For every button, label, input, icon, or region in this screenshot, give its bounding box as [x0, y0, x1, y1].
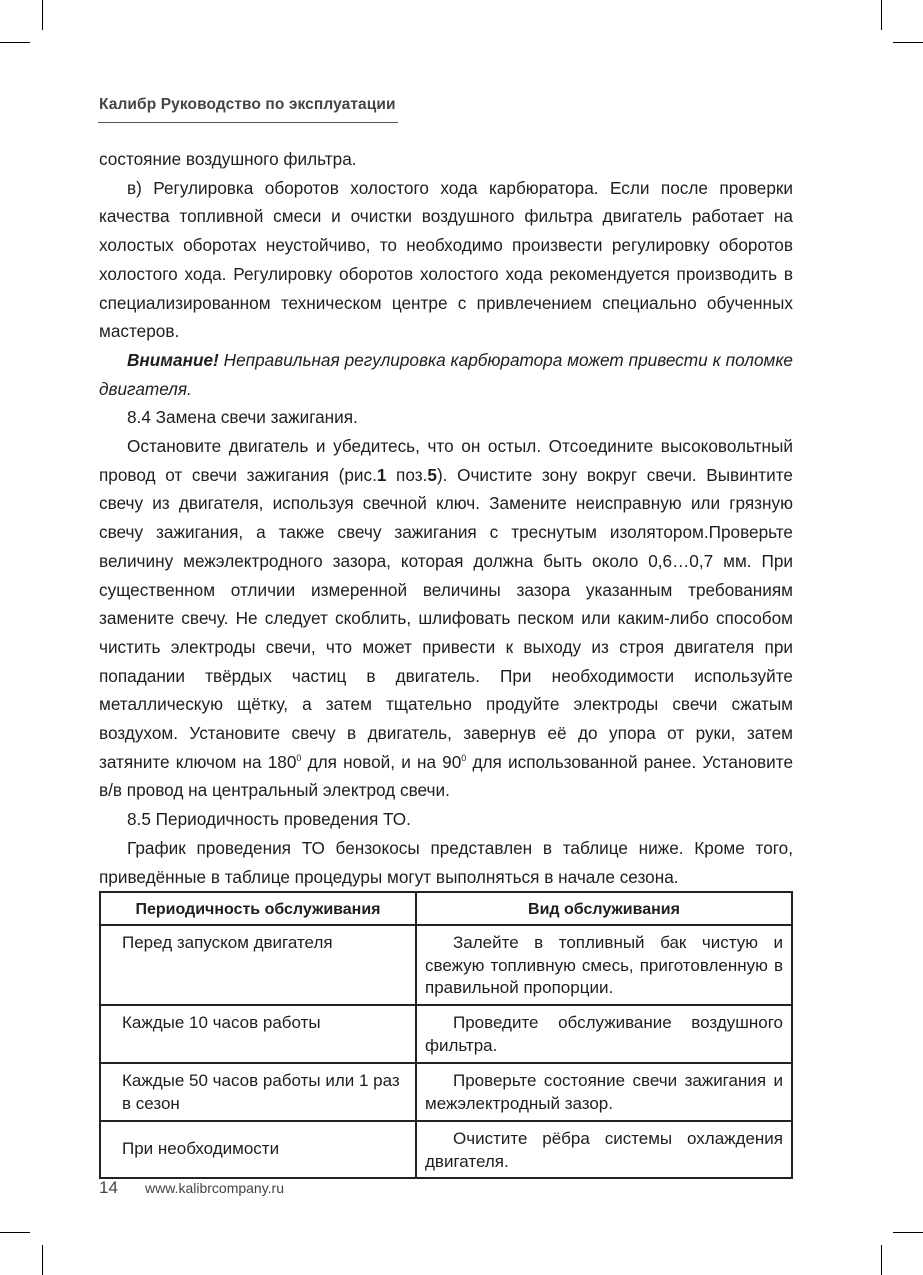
- text-run: для использованной ранее. Установите в/в провод на центральный электрод свечи.: [99, 751, 794, 801]
- text-run: поз.: [386, 464, 428, 485]
- crop-mark: [0, 42, 30, 43]
- running-header-title: Калибр Руководство по эксплуатации: [99, 96, 396, 113]
- table-header-row: [100, 892, 792, 925]
- service-cell: Проверьте состояние свечи зажигания и межэлектродный зазор.: [416, 1063, 792, 1121]
- period-cell: При необходимости: [100, 1121, 416, 1178]
- degree-mark: 0: [461, 752, 467, 763]
- page-number: 14: [99, 1178, 118, 1197]
- table-row: [100, 1121, 792, 1178]
- position-ref: 5: [427, 464, 437, 485]
- column-header-period: Периодичность обслуживания: [100, 892, 416, 925]
- table-row: [100, 1005, 792, 1063]
- text-run: ). Очистите зону вокруг свечи. Вывинтите свечу из двигателя, используя свечной ключ. Замените неисправную или грязную свечу зажигания, а также свечу зажигания с треснутым изолятором.Проверьте величину межэлектродного зазора, которая должна быть около 0,6…0,7 мм. При существенном отличии измеренной величины зазора указанным требованиям замените свечу. Не следует скоблить, шлифовать песком или каким-либо способом чистить электроды свечи, что может привести к выходу из строя двигателя при попадании твёрдых частиц в двигатель. При необходимости используйте металлическую щётку, а затем тщательно продуйте электроды свечи сжатым воздухом. Установите свечу в двигатель, завернув её до упора от руки, затем затяните ключом на 180: [99, 464, 793, 772]
- service-cell: Залейте в топливный бак чистую и свежую топливную смесь, приготовленную в правильной пропорции.: [416, 925, 792, 1005]
- maintenance-table: [99, 891, 793, 1179]
- paragraph: [99, 432, 793, 805]
- warning-paragraph: [99, 346, 793, 403]
- crop-mark: [893, 42, 923, 43]
- warning-label: Внимание!: [127, 349, 219, 370]
- period-cell: Каждые 10 часов работы: [100, 1005, 416, 1063]
- service-cell: Очистите рёбра системы охлаждения двигателя.: [416, 1121, 792, 1178]
- crop-mark: [42, 1245, 43, 1275]
- service-cell: Проведите обслуживание воздушного фильтра.: [416, 1005, 792, 1063]
- paragraph: в) Регулировка оборотов холостого хода карбюратора. Если после проверки качества топливной смеси и очистки воздушного фильтра двигатель работает на холостых оборотах неустойчиво, то необходимо произвести регулировку оборотов холостого хода. Регулировку оборотов холостого хода рекомендуется производить в специализированном техническом центре с привлечением специально обученных мастеров.: [99, 177, 793, 342]
- figure-ref: 1: [376, 464, 387, 485]
- table-row: [100, 925, 792, 1005]
- website-link[interactable]: www.kalibrcompany.ru: [145, 1180, 285, 1196]
- header-rule: [98, 122, 398, 123]
- crop-mark: [42, 0, 43, 30]
- crop-mark: [881, 1245, 882, 1275]
- text-run: Остановите двигатель и убедитесь, что он остыл. Отсоедините высоковольтный провод от свечи зажигания (рис.: [99, 436, 793, 485]
- crop-mark: [0, 1232, 30, 1233]
- table-row: [100, 1063, 792, 1121]
- crop-mark: [893, 1232, 923, 1233]
- column-header-service: Вид обслуживания: [416, 892, 792, 925]
- degree-mark: 0: [296, 752, 302, 763]
- body-text: [99, 145, 793, 891]
- paragraph: График проведения ТО бензокосы представлен в таблице ниже. Кроме того, приведённые в таблице процедуры могут выполняться в начале сезона.: [99, 837, 793, 887]
- period-cell: Перед запуском двигателя: [100, 925, 416, 1005]
- page-footer: [99, 1178, 284, 1198]
- period-cell: Каждые 50 часов работы или 1 раз в сезон: [100, 1063, 416, 1121]
- section-heading-8-5: 8.5 Периодичность проведения ТО.: [127, 809, 411, 830]
- paragraph: состояние воздушного фильтра.: [99, 149, 357, 169]
- warning-text: Неправильная регулировка карбюратора может привести к поломке двигателя.: [99, 349, 793, 399]
- crop-mark: [881, 0, 882, 30]
- section-heading-8-4: 8.4 Замена свечи зажигания.: [127, 407, 358, 428]
- text-run: для новой, и на 90: [301, 751, 462, 772]
